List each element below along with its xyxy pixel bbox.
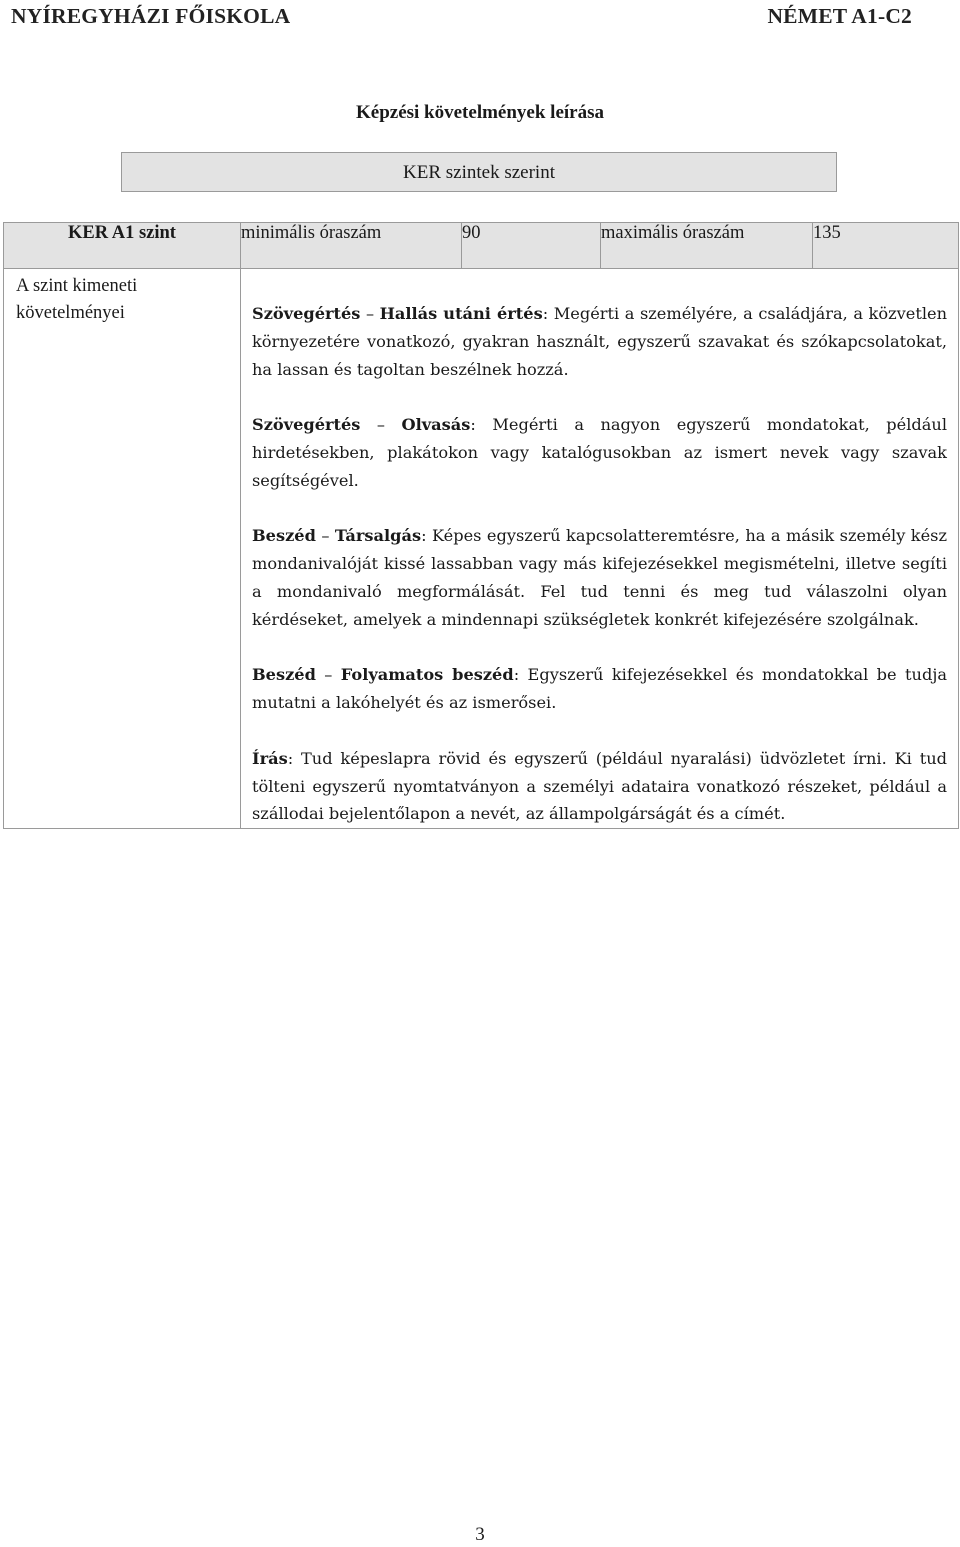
table-row [4,269,959,829]
row-label: A szint kimeneti követelményei [4,269,241,829]
requirement-paragraph: Szövegértés – Hallás utáni értés: Megérti a személyére, a családjára, a közvetlen környezetére vonatkozó, gyakran használt, egyszerű szavakat és szókapcsolatokat, ha lassan és tagoltan beszélnek hozzá. [252,304,948,379]
requirement-paragraph: Beszéd – Társalgás: Képes egyszerű kapcsolatteremtésre, ha a másik személy kész mondanivalóját kissé lassabban vagy más kifejezésekkel megismételni, illetve segíti a mondanivaló megformálását. Fel tud tenni és meg tud válaszolni olyan kérdéseket, amelyek a mindennapi szükségletek konkrét kifejezésére szolgálnak. [252,526,948,629]
min-hours-value: 90 [462,223,601,269]
skill-name: Szövegértés [252,415,361,435]
sub-skill-name: Folyamatos beszéd [340,665,514,685]
skill-name: Írás [252,748,288,768]
ker-levels-box: KER szintek szerint [121,152,837,192]
min-hours-label: minimális óraszám [241,223,462,269]
requirement-paragraph: Szövegértés – Olvasás: Megérti a nagyon egyszerű mondatokat, például hirdetésekben, plakátokon vagy katalógusokban az ismert nevek vagy szavak segítségével. [252,415,947,490]
document-title: Képzési követelmények leírása [355,102,604,123]
requirement-text: Megérti a nagyon egyszerű mondatokat, például hirdetésekben, plakátokon vagy katalógusokban az ismert nevek vagy szavak segítségével. [252,415,947,490]
requirement-text: Megérti a személyére, a családjára, a közvetlen környezetére vonatkozó, gyakran használt, egyszerű szavakat és szókapcsolatokat, ha lassan és tagoltan beszélnek hozzá. [252,304,948,379]
table-header-row [4,223,959,269]
sub-skill-name: Olvasás [401,415,471,435]
requirement-text: Tud képeslapra rövid és egyszerű (például nyaralási) üdvözletet írni. Ki tud tölteni egyszerű nyomtatványon a személyi adataira vonatkozó részeket, például a szállodai bejelentőlapon a nevét, az állampolgárságát és a címét. [252,748,947,824]
requirement-text: Egyszerű kifejezésekkel és mondatokkal be tudja mutatni a lakóhelyét és az ismerősei. [252,665,947,713]
institution-header: NYÍREGYHÁZI FŐISKOLA [11,4,291,28]
requirements-content [241,269,959,829]
skill-name: Beszéd [252,665,316,685]
sub-skill-name: Társalgás [334,526,422,546]
max-hours-value: 135 [813,223,959,269]
skill-name: Szövegértés [252,304,361,323]
requirements-table [3,222,959,829]
requirement-paragraph: Beszéd – Folyamatos beszéd: Egyszerű kifejezésekkel és mondatokkal be tudja mutatni a lakóhelyét és az ismerősei. [252,665,947,713]
page-number: 3 [475,1524,485,1545]
skill-name: Beszéd [252,526,316,546]
max-hours-label: maximális óraszám [601,223,813,269]
course-header: NÉMET A1-C2 [767,4,912,28]
sub-skill-name: Hallás utáni értés [379,304,543,323]
requirement-paragraph: Írás: Tud képeslapra rövid és egyszerű (például nyaralási) üdvözletet írni. Ki tud tölteni egyszerű nyomtatványon a személyi adataira vonatkozó részeket, például a szállodai bejelentőlapon a nevét, az állampolgárságát és a címét. [252,748,947,824]
requirement-text: Képes egyszerű kapcsolatteremtésre, ha a másik személy kész mondanivalóját kissé lassabban vagy más kifejezésekkel megismételni, illetve segíti a mondanivaló megformálását. Fel tud tenni és meg tud válaszolni olyan kérdéseket, amelyek a mindennapi szükségletek konkrét kifejezésére szolgálnak. [252,526,948,629]
level-cell: KER A1 szint [4,223,241,269]
